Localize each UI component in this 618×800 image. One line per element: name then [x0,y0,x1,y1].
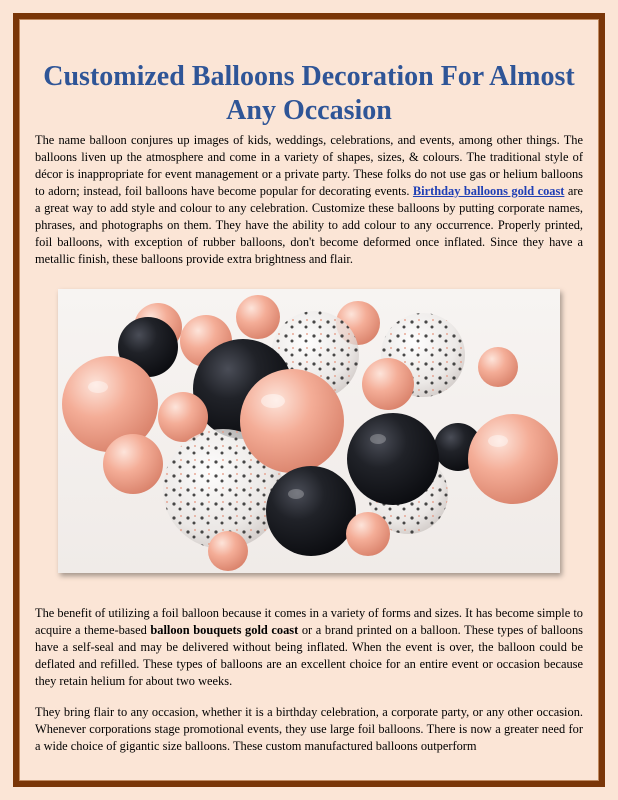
intro-text-start: The name balloon conjures up images of kids, weddings, celebrations, and events, among other things. The balloons liven up the atmosphere and come in a variety of shapes, sizes, & colours. The traditional style of décor is inappropriate for event management or a private party. These folks do not use gas or helium balloons to adorn; instead, foil balloons have become popular for decorating events. [35,133,583,198]
para2-text-end: or a brand printed on a balloon. These types of balloons have a self-seal and may be delivered without being inflated. When the event is over, the balloon could be deflated and refilled. These types of balloons are an excellent choice for an entire event or occasion because they retain helium for about two weeks. [35,623,583,688]
intro-paragraph [35,132,583,268]
balloon-bouquets-keyword: balloon bouquets gold coast [150,623,299,637]
para2-text-start: The benefit of utilizing a foil balloon because it comes in a variety of forms and sizes. It has become simple to acquire a theme-based [35,606,583,637]
balloon-photo-icon [58,289,560,573]
balloon-garland-photo [58,289,560,573]
body-paragraph-2 [35,605,583,690]
article-body [35,60,583,268]
birthday-balloons-link[interactable]: Birthday balloons gold coast [412,184,565,198]
page-title: Customized Balloons Decoration For Almost Any Occasion [43,61,575,126]
intro-text-end: are a great way to add style and colour to any celebration. Customize these balloons by putting corporate names, phrases, and photographs on them. They have the ability to add colour to any occurrence. Properly printed, foil balloons, with exception of rubber balloons, don't become deformed once inflated. Since they have a metallic finish, these balloons provide extra brightness and flair. [35,184,583,266]
body-paragraph-3: They bring flair to any occasion, whether it is a birthday celebration, a corporate party, or any other occasion. Whenever corporations stage promotional events, they use large foil balloons. There is now a greater need for a wide choice of gigantic size balloons. These custom manufactured balloons outperform [35,705,583,753]
